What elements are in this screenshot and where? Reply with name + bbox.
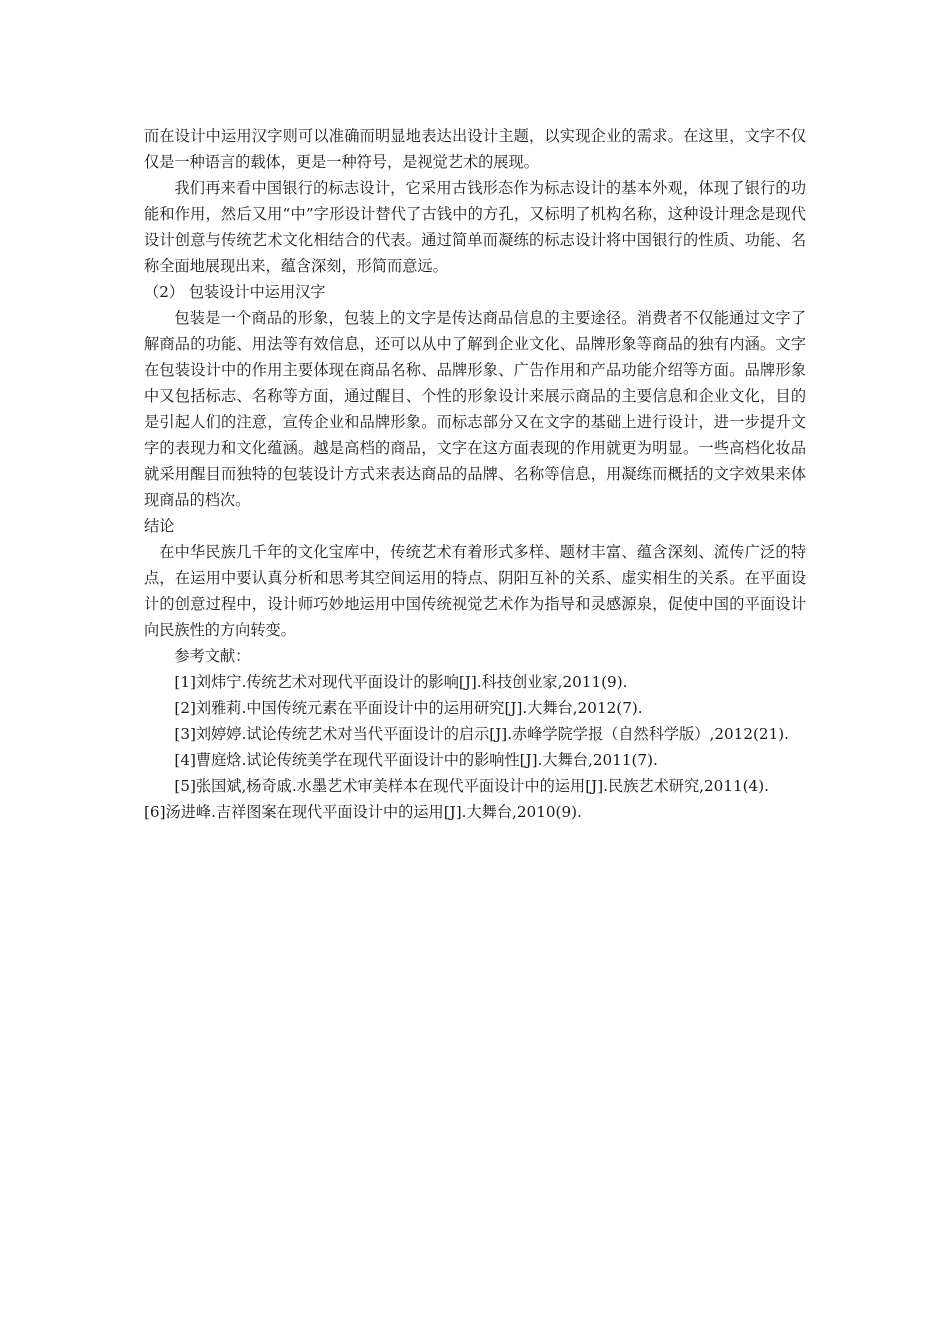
reference-item: [2]刘雅莉.中国传统元素在平面设计中的运用研究[J].大舞台,2012(7). [174,699,643,717]
conclusion-heading: 结论 [144,517,175,535]
body-paragraph: 而在设计中运用汉字则可以准确而明显地表达出设计主题，以实现企业的需求。在这里，文字不仅仅是一种语言的载体，更是一种符号，是视觉艺术的展现。 [144,127,806,171]
document-page [144,123,806,825]
references-title: 参考文献： [174,647,251,665]
body-paragraph: 在中华民族几千年的文化宝库中，传统艺术有着形式多样、题材丰富、蕴含深刻、流传广泛的特点，在运用中要认真分析和思考其空间运用的特点、阴阳互补的关系、虚实相生的关系。在平面设计的创意过程中，设计师巧妙地运用中国传统视觉艺术作为指导和灵感源泉，促使中国的平面设计向民族性的方向转变。 [144,543,806,639]
body-paragraph: 包装是一个商品的形象，包装上的文字是传达商品信息的主要途径。消费者不仅能通过文字了解商品的功能、用法等有效信息，还可以从中了解到企业文化、品牌形象等商品的独有内涵。文字在包装设计中的作用主要体现在商品名称、品牌形象、广告作用和产品功能介绍等方面。品牌形象中又包括标志、名称等方面，通过醒目、个性的形象设计来展示商品的主要信息和企业文化，目的是引起人们的注意，宣传企业和品牌形象。而标志部分又在文字的基础上进行设计，进一步提升文字的表现力和文化蕴涵。越是高档的商品，文字在这方面表现的作用就更为明显。一些高档化妆品就采用醒目而独特的包装设计方式来表达商品的品牌、名称等信息，用凝练而概括的文字效果来体现商品的档次。 [144,309,806,509]
reference-item: [5]张国斌,杨奇戚.水墨艺术审美样本在现代平面设计中的运用[J].民族艺术研究,2011(4). [174,777,769,795]
section-heading: （2） 包装设计中运用汉字 [144,283,326,301]
body-paragraph: 我们再来看中国银行的标志设计，它采用古钱形态作为标志设计的基本外观，体现了银行的功能和作用，然后又用“中”字形设计替代了古钱中的方孔，又标明了机构名称，这种设计理念是现代设计创意与传统艺术文化相结合的代表。通过简单而凝练的标志设计将中国银行的性质、功能、名称全面地展现出来，蕴含深刻，形简而意远。 [144,179,806,275]
reference-item: [4]曹庭焓.试论传统美学在现代平面设计中的影响性[J].大舞台,2011(7). [174,751,658,769]
reference-item: [1]刘炜宁.传统艺术对现代平面设计的影响[J].科技创业家,2011(9). [174,673,628,691]
reference-item: [3]刘婷婷.试论传统艺术对当代平面设计的启示[J].赤峰学院学报（自然科学版）,2012(21). [174,725,789,743]
reference-item: [6]汤进峰.吉祥图案在现代平面设计中的运用[J].大舞台,2010(9). [144,803,582,821]
